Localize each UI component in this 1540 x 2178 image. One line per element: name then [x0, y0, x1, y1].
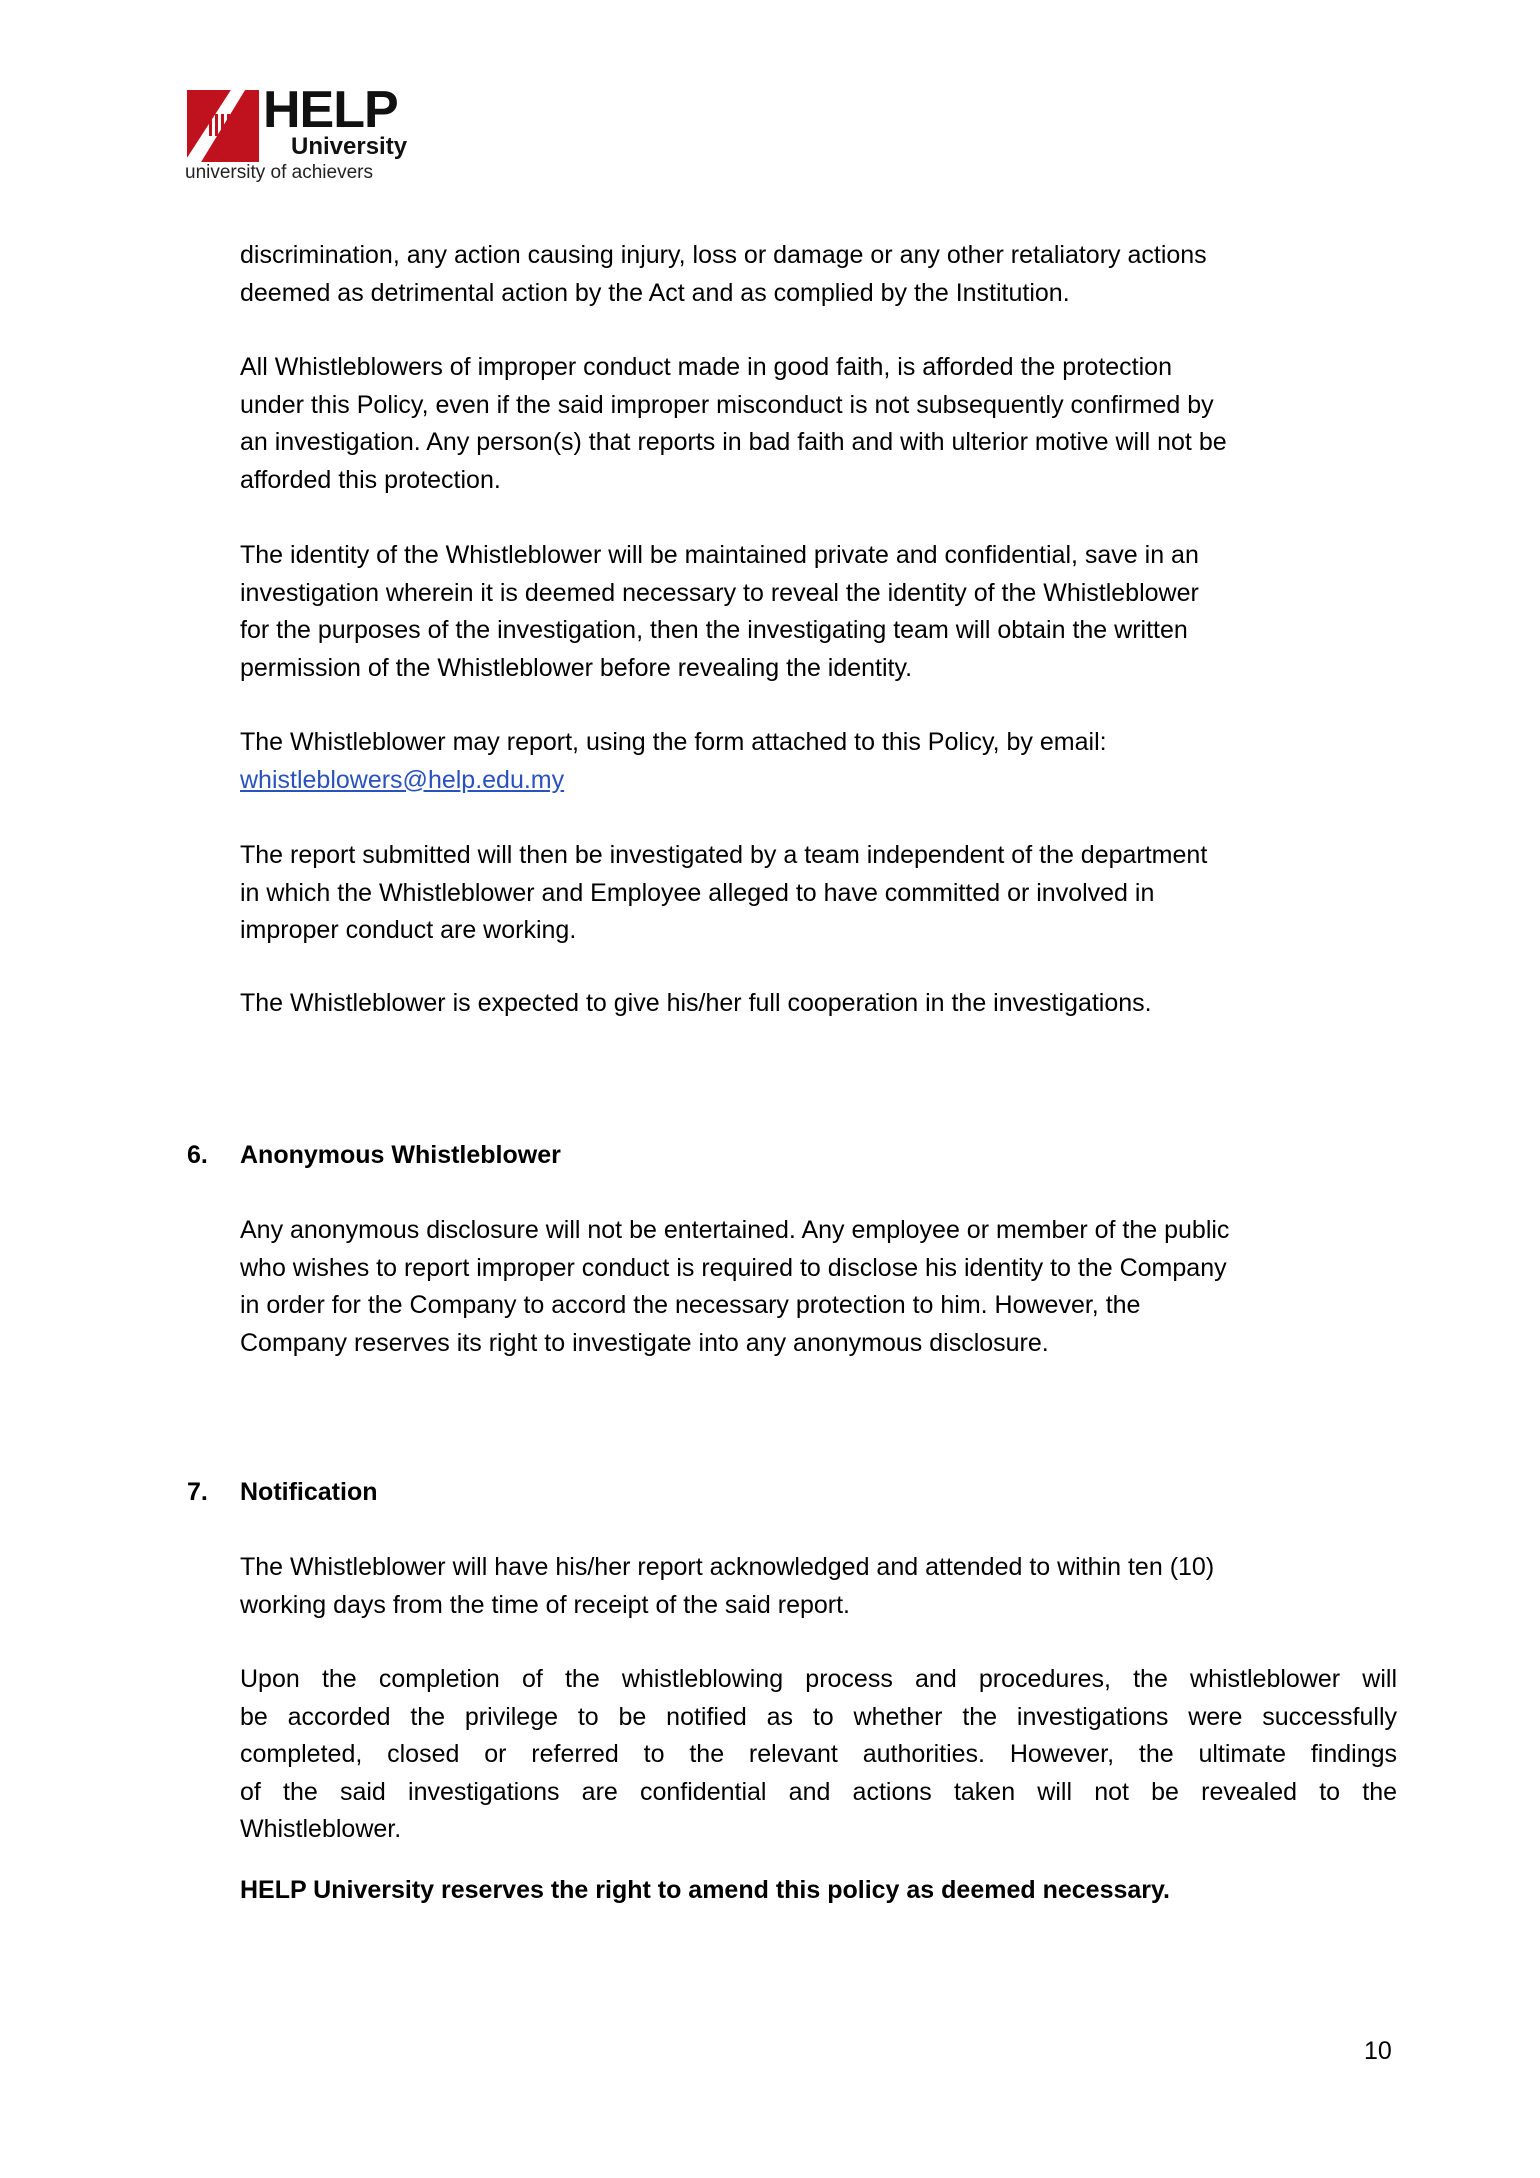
section-title: Notification — [240, 1478, 378, 1506]
paragraph-acknowledgement — [240, 1549, 1397, 1624]
paragraph-anonymous-disclosure — [240, 1212, 1397, 1362]
text-line: under this Policy, even if the said improper misconduct is not subsequently confirmed by — [240, 390, 1214, 419]
closing-statement: HELP University reserves the right to amend this policy as deemed necessary. — [240, 1876, 1171, 1904]
text-line: The Whistleblower may report, using the form attached to this Policy, by email: — [240, 728, 1107, 756]
paragraph-retaliation — [240, 237, 1397, 312]
text-line: in order for the Company to accord the necessary protection to him. However, the — [240, 1291, 1141, 1319]
text-line: improper conduct are working. — [240, 916, 577, 944]
text-line: who wishes to report improper conduct is required to disclose his identity to the Company — [240, 1253, 1227, 1282]
text-line: discrimination, any action causing injury, loss or damage or any other retaliatory actions — [240, 241, 1207, 269]
logo-tagline: university of achievers — [185, 162, 373, 183]
text-line: investigation wherein it is deemed necessary to reveal the identity of the Whistleblower — [240, 578, 1199, 607]
text-line: Company reserves its right to investigate into any anonymous disclosure. — [240, 1328, 1049, 1357]
text-line: completed, closed or referred to the relevant authorities. However, the ultimate findings — [240, 1740, 1397, 1768]
section-heading-notification — [187, 1474, 378, 1512]
paragraph-good-faith-protection — [240, 349, 1397, 499]
text-line: an investigation. Any person(s) that reports in bad faith and with ulterior motive will not be — [240, 428, 1227, 456]
text-line: of the said investigations are confidential and actions taken will not be revealed to the — [240, 1777, 1397, 1806]
text-line: deemed as detrimental action by the Act and as complied by the Institution. — [240, 278, 1070, 307]
text-line: for the purposes of the investigation, then the investigating team will obtain the written — [240, 616, 1188, 644]
paragraph-completion-notification — [240, 1661, 1397, 1849]
text-line: The identity of the Whistleblower will be maintained private and confidential, save in an — [240, 541, 1199, 569]
text-line: afforded this protection. — [240, 465, 501, 494]
paragraph-independent-investigation — [240, 837, 1397, 950]
logo-brand-text: HELP — [263, 81, 398, 139]
text-line: Upon the completion of the whistleblowing process and procedures, the whistleblower will — [240, 1665, 1397, 1693]
help-emblem-icon — [187, 90, 259, 162]
paragraph-report-by-email — [240, 724, 1397, 799]
paragraph-identity-confidentiality — [240, 537, 1397, 687]
paragraph-cooperation — [240, 985, 1397, 1023]
whistleblowers-email-link[interactable]: whistleblowers@help.edu.my — [240, 765, 565, 794]
logo-subbrand-text: University — [291, 133, 408, 160]
text-line: All Whistleblowers of improper conduct made in good faith, is afforded the protection — [240, 353, 1172, 381]
help-university-logo — [185, 81, 408, 188]
text-line: permission of the Whistleblower before revealing the identity. — [240, 653, 913, 682]
section-number: 6. — [187, 1141, 208, 1169]
text-line: The Whistleblower will have his/her report acknowledged and attended to within ten (10) — [240, 1553, 1215, 1581]
text-line: The report submitted will then be investigated by a team independent of the department — [240, 841, 1208, 869]
text-line: in which the Whistleblower and Employee alleged to have committed or involved in — [240, 878, 1155, 907]
section-title: Anonymous Whistleblower — [240, 1141, 561, 1169]
section-heading-anonymous-whistleblower — [187, 1137, 561, 1175]
text-line: Any anonymous disclosure will not be entertained. Any employee or member of the public — [240, 1216, 1230, 1244]
section-number: 7. — [187, 1478, 208, 1506]
text-line: Whistleblower. — [240, 1815, 402, 1843]
text-line: be accorded the privilege to be notified as to whether the investigations were successfully — [240, 1702, 1397, 1731]
text-line: The Whistleblower is expected to give his/her full cooperation in the investigations. — [240, 989, 1152, 1017]
text-line: working days from the time of receipt of the said report. — [240, 1590, 850, 1619]
page-number: 10 — [1364, 2037, 1392, 2065]
